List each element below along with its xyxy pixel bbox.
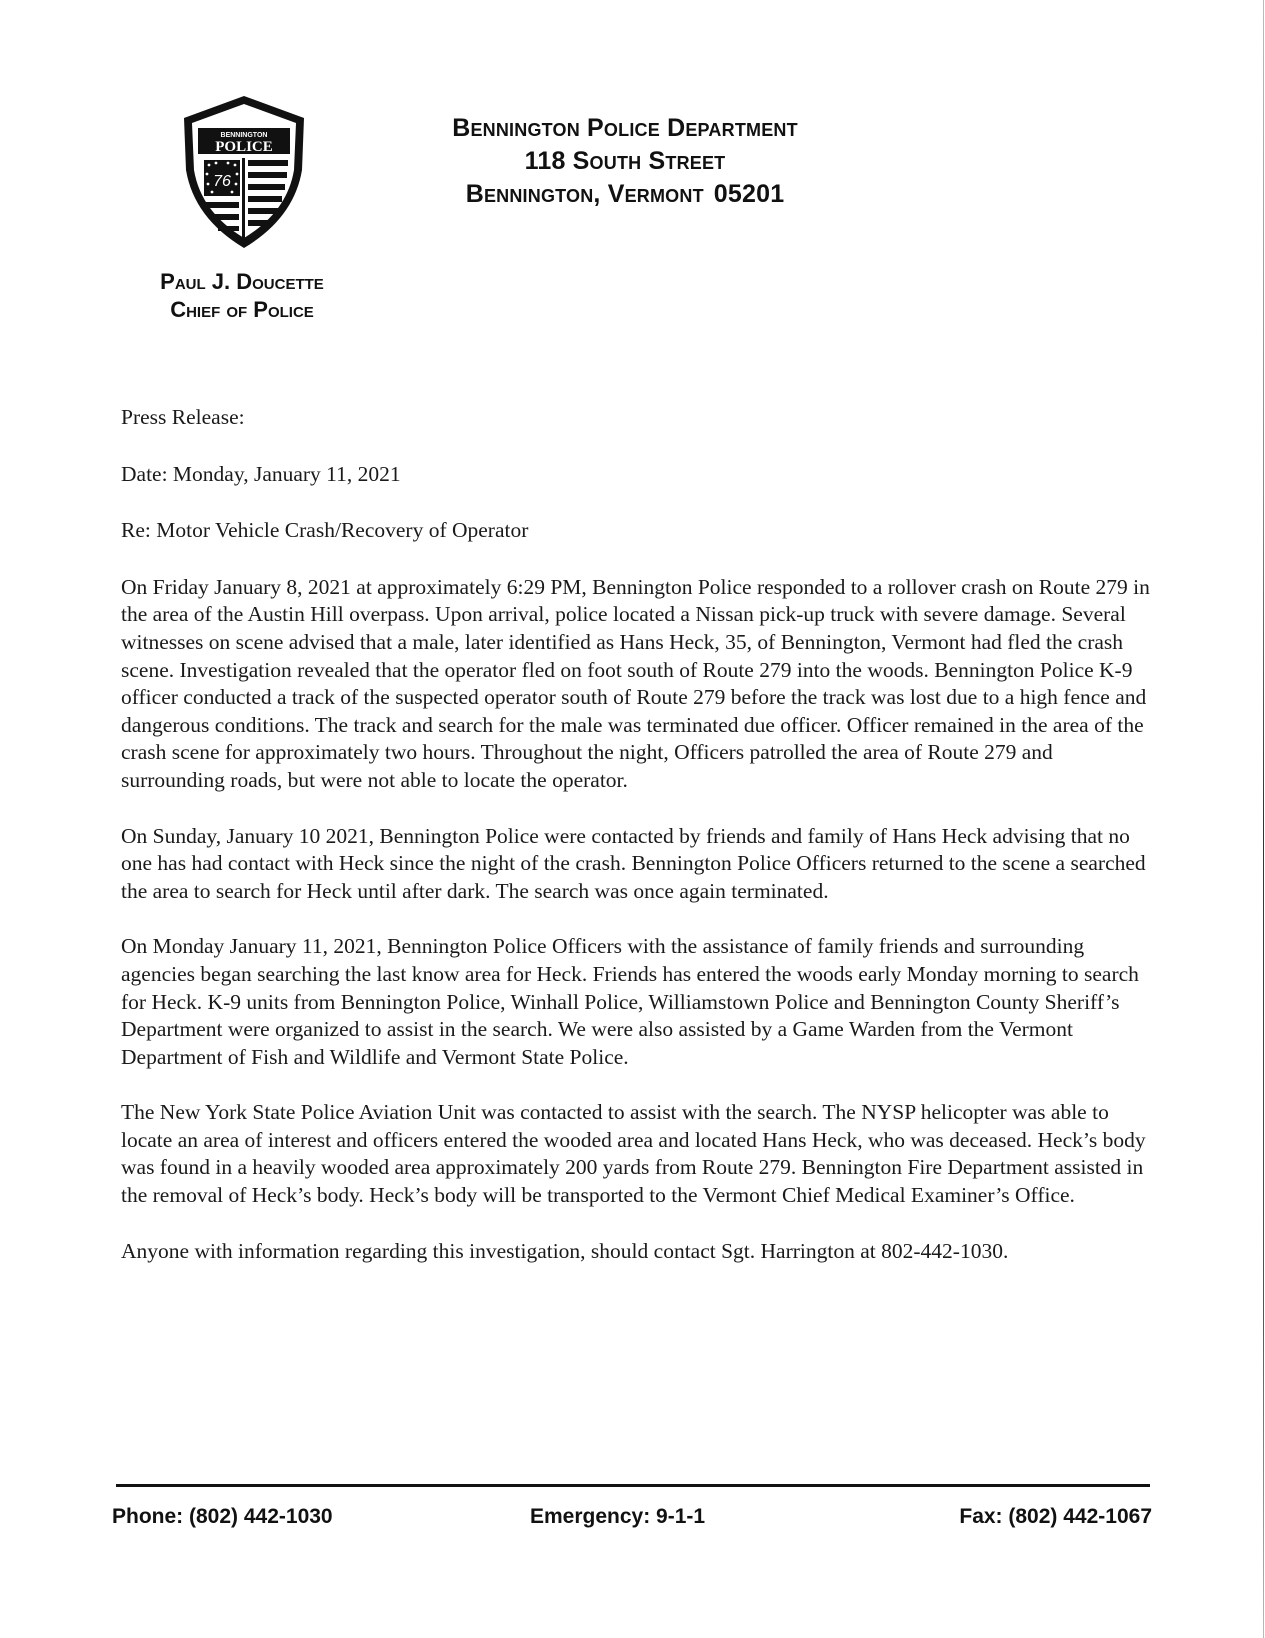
footer bbox=[112, 1505, 1152, 1535]
city-state: Bennington, Vermont bbox=[465, 180, 704, 208]
paragraph-contact: Anyone with information regarding this investigation, should contact Sgt. Harrington at 802-442-1030. bbox=[121, 1238, 1009, 1263]
release-subject: Re: Motor Vehicle Crash/Recovery of Operator bbox=[121, 518, 529, 543]
release-body bbox=[121, 404, 1151, 1293]
scan-edge-line bbox=[1263, 0, 1264, 1638]
letterhead bbox=[400, 112, 850, 211]
release-date: Date: Monday, January 11, 2021 bbox=[121, 461, 401, 486]
paragraph-sunday: On Sunday, January 10 2021, Bennington Police were contacted by friends and family of Hans Heck advising that no one has had contact with Heck since the night of the crash. Bennington Police Officers returned to the scene a searched the area to search for Heck until after dark. The search was once again terminated. bbox=[121, 823, 1146, 903]
chief-title: Chief of Police bbox=[170, 297, 314, 322]
paragraph-nysp: The New York State Police Aviation Unit was contacted to assist with the search. The NYSP helicopter was able to locate an area of interest and officers entered the wooded area and located Hans Heck, who was deceased. Heck’s body was found in a heavily wooded area approximately 200 yards from Route 279. Bennington Fire Department assisted in the removal of Heck’s body. Heck’s body will be transported to the Vermont Chief Medical Examiner’s Office. bbox=[121, 1100, 1146, 1208]
chief-block bbox=[132, 268, 352, 324]
footer-phone: Phone: (802) 442-1030 bbox=[112, 1505, 333, 1528]
department-name: Bennington Police Department bbox=[452, 114, 798, 142]
paragraph-monday: On Monday January 11, 2021, Bennington Police Officers with the assistance of family friends and surrounding agencies began searching the last know area for Heck. Friends has entered the woods early Monday morning to search for Heck. K-9 units from Bennington Police, Winhall Police, Williamstown Police and Bennington County Sheriff’s Department were organized to assist in the search. We were also assisted by a Game Warden from the Vermont Department of Fish and Wildlife and Vermont State Police. bbox=[121, 934, 1139, 1069]
release-label: Press Release: bbox=[121, 405, 245, 429]
police-badge-logo bbox=[176, 92, 312, 252]
svg-text:BENNINGTON: BENNINGTON bbox=[220, 132, 268, 139]
city-state-zip bbox=[400, 178, 850, 211]
paragraph-crash: On Friday January 8, 2021 at approximately 6:29 PM, Bennington Police responded to a rollover crash on Route 279 in the area of the Austin Hill overpass. Upon arrival, police located a Nissan pick-up truck with severe damage. Several witnesses on scene advised that a male, later identified as Hans Heck, 35, of Bennington, Vermont had fled the crash scene. Investigation revealed that the operator fled on foot south of Route 279 into the woods. Bennington Police K-9 officer conducted a track of the suspected operator south of Route 279 before the track was lost due to a high fence and dangerous conditions. The track and search for the male was terminated due officer. Officer remained in the area of the crash scene for approximately two hours. Throughout the night, Officers patrolled the area of Route 279 and surrounding roads, but were not able to locate the operator. bbox=[121, 574, 1150, 792]
street-address: 118 South Street bbox=[524, 147, 726, 175]
footer-divider bbox=[116, 1484, 1150, 1487]
chief-name: Paul J. Doucette bbox=[160, 269, 324, 294]
svg-text:POLICE: POLICE bbox=[215, 139, 273, 155]
footer-fax: Fax: (802) 442-1067 bbox=[959, 1505, 1152, 1528]
shield-icon bbox=[176, 92, 312, 252]
footer-emergency: Emergency: 9-1-1 bbox=[530, 1505, 706, 1528]
svg-text:76: 76 bbox=[213, 173, 231, 190]
zip-code: 05201 bbox=[713, 180, 785, 208]
